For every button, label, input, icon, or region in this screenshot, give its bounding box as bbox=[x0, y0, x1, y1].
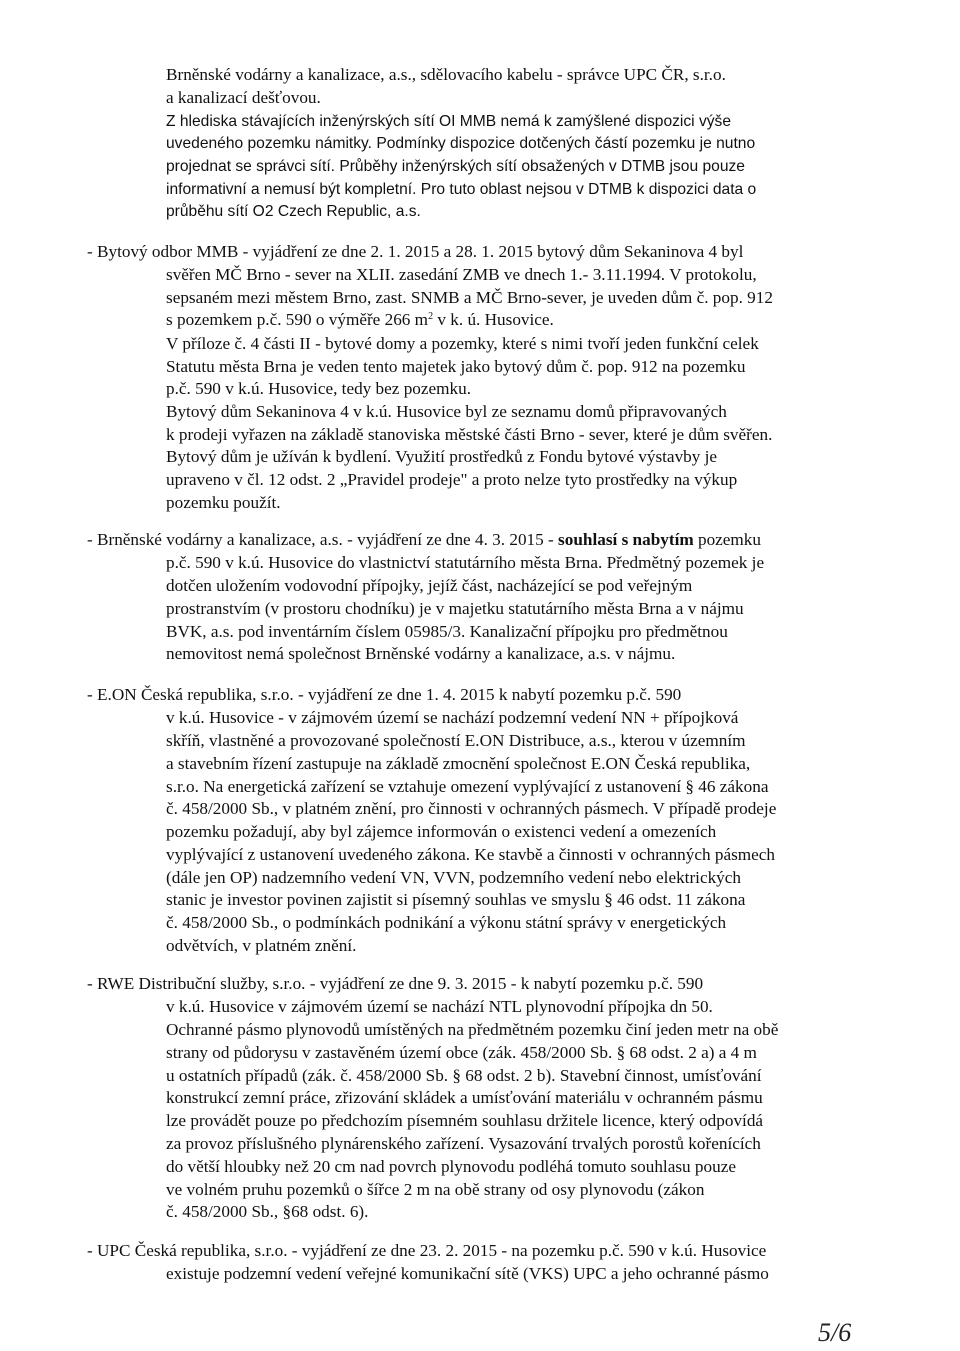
eon-line-3: skříň, vlastněné a provozované společností E.ON Distribuce, a.s., kterou v územním bbox=[166, 731, 746, 750]
intro-line-2: a kanalizací dešťovou. bbox=[166, 88, 321, 107]
bytovy-line-12: pozemku použít. bbox=[166, 493, 281, 512]
bytovy-line-1: - Bytový odbor MMB - vyjádření ze dne 2. 1. 2015 a 28. 1. 2015 bytový dům Sekaninova 4 byl bbox=[87, 242, 744, 261]
bvk-line-3: dotčen uložením vodovodní přípojky, jejíž část, nacházející se pod veřejným bbox=[166, 576, 693, 595]
bytovy-line-9: k prodeji vyřazen na základě stanoviska městské části Brno - sever, které je dům svěřen. bbox=[166, 425, 773, 444]
rwe-line-2: v k.ú. Husovice v zájmovém území se nachází NTL plynovodní přípojka dn 50. bbox=[166, 997, 713, 1016]
bvk-line-2: p.č. 590 v k.ú. Husovice do vlastnictví statutárního města Brna. Předmětný pozemek je bbox=[166, 553, 765, 572]
rwe-line-7: lze provádět pouze po předchozím písemném souhlasu držitele licence, který odpovídá bbox=[166, 1111, 764, 1130]
intro-line-1: Brněnské vodárny a kanalizace, a.s., sdělovacího kabelu - správce UPC ČR, s.r.o. bbox=[166, 65, 726, 84]
bytovy-line-10: Bytový dům je užíván k bydlení. Využití prostředků z Fondu bytové výstavby je bbox=[166, 447, 718, 466]
rwe-line-8: za provoz příslušného plynárenského zařízení. Vysazování trvalých porostů kořenících bbox=[166, 1134, 761, 1153]
intro-line-4: uvedeného pozemku námitky. Podmínky dispozice dotčených částí pozemku je nutno bbox=[166, 135, 756, 152]
intro-line-7: průběhu sítí O2 Czech Republic, a.s. bbox=[166, 203, 421, 220]
bytovy-line-6: Statutu města Brna je veden tento majetek jako bytový dům č. pop. 912 na pozemku bbox=[166, 357, 746, 376]
bvk-line-1a: - Brněnské vodárny a kanalizace, a.s. - vyjádření ze dne 4. 3. 2015 - bbox=[87, 530, 559, 549]
rwe-line-11: č. 458/2000 Sb., §68 odst. 6). bbox=[166, 1202, 369, 1221]
bytovy-line-7: p.č. 590 v k.ú. Husovice, tedy bez pozemku. bbox=[166, 379, 472, 398]
eon-line-7: pozemku požadují, aby byl zájemce informován o existenci vedení a omezeních bbox=[166, 822, 717, 841]
page-number: 5/6 bbox=[818, 1318, 852, 1347]
rwe-line-1: - RWE Distribuční služby, s.r.o. - vyjádření ze dne 9. 3. 2015 - k nabytí pozemku p.č. 590 bbox=[87, 974, 704, 993]
bvk-line-1 bbox=[87, 529, 761, 551]
eon-line-10: stanic je investor povinen zajistit si písemný souhlas ve smyslu § 46 odst. 11 zákona bbox=[166, 890, 746, 909]
bytovy-line-4 bbox=[166, 309, 554, 331]
eon-line-6: č. 458/2000 Sb., v platném znění, pro činnosti v ochranných pásmech. V případě prodeje bbox=[166, 799, 777, 818]
bvk-consent: souhlasí s nabytím bbox=[558, 530, 694, 549]
eon-line-5: s.r.o. Na energetická zařízení se vztahuje omezení vyplývající z ustanovení § 46 zákona bbox=[166, 777, 769, 796]
eon-line-12: odvětvích, v platném znění. bbox=[166, 936, 357, 955]
eon-line-9: (dále jen OP) nadzemního vedení VN, VVN, podzemního vedení nebo elektrických bbox=[166, 868, 741, 887]
superscript-2: 2 bbox=[428, 311, 434, 322]
bytovy-line-4a: s pozemkem p.č. 590 o výměře 266 m bbox=[166, 310, 429, 329]
bvk-line-4: prostranstvím (v prostoru chodníku) je v majetku statutárního města Brna a v nájmu bbox=[166, 599, 744, 618]
rwe-line-4: strany od půdorysu v zastavěném území obce (zák. 458/2000 Sb. § 68 odst. 2 a) a 4 m bbox=[166, 1043, 757, 1062]
eon-line-11: č. 458/2000 Sb., o podmínkách podnikání a výkonu státní správy v energetických bbox=[166, 913, 727, 932]
rwe-line-5: u ostatních případů (zák. č. 458/2000 Sb. § 68 odst. 2 b). Stavební činnost, umísťování bbox=[166, 1066, 762, 1085]
bytovy-line-2: svěřen MČ Brno - sever na XLII. zasedání ZMB ve dnech 1.- 3.11.1994. V protokolu, bbox=[166, 265, 757, 284]
bytovy-line-8: Bytový dům Sekaninova 4 v k.ú. Husovice byl ze seznamu domů připravovaných bbox=[166, 402, 727, 421]
upc-line-1: - UPC Česká republika, s.r.o. - vyjádření ze dne 23. 2. 2015 - na pozemku p.č. 590 v k.ú. Husovice bbox=[87, 1241, 767, 1260]
bvk-line-1c: pozemku bbox=[693, 530, 761, 549]
rwe-line-6: konstrukcí zemní práce, zřizování skládek a umísťování materiálu v ochranném pásmu bbox=[166, 1088, 763, 1107]
rwe-line-3: Ochranné pásmo plynovodů umístěných na předmětném pozemku činí jeden metr na obě bbox=[166, 1020, 779, 1039]
bytovy-line-11: upraveno v čl. 12 odst. 2 „Pravidel prodeje" a proto nelze tyto prostředky na výkup bbox=[166, 470, 738, 489]
intro-line-5: projednat se správci sítí. Průběhy inženýrských sítí obsažených v DTMB jsou pouze bbox=[166, 158, 745, 175]
bvk-line-5: BVK, a.s. pod inventárním číslem 05985/3. Kanalizační přípojku pro předmětnou bbox=[166, 622, 728, 641]
rwe-line-10: ve volném pruhu pozemků o šířce 2 m na obě strany od osy plynovodu (zákon bbox=[166, 1180, 705, 1199]
eon-line-2: v k.ú. Husovice - v zájmovém území se nachází podzemní vedení NN + přípojková bbox=[166, 708, 739, 727]
intro-line-3: Z hlediska stávajících inženýrských sítí OI MMB nemá k zamýšlené dispozici výše bbox=[166, 113, 732, 130]
bytovy-line-3: sepsaném mezi městem Brno, zast. SNMB a MČ Brno-sever, je uveden dům č. pop. 912 bbox=[166, 288, 773, 307]
eon-line-1: - E.ON Česká republika, s.r.o. - vyjádření ze dne 1. 4. 2015 k nabytí pozemku p.č. 590 bbox=[87, 685, 682, 704]
bytovy-line-5: V příloze č. 4 části II - bytové domy a pozemky, které s nimi tvoří jeden funkční celek bbox=[166, 334, 759, 353]
upc-line-2: existuje podzemní vedení veřejné komunikační sítě (VKS) UPC a jeho ochranné pásmo bbox=[166, 1264, 769, 1283]
intro-line-6: informativní a nemusí být kompletní. Pro tuto oblast nejsou v DTMB k dispozici data o bbox=[166, 181, 757, 198]
bytovy-line-4b: v k. ú. Husovice. bbox=[433, 310, 554, 329]
rwe-line-9: do větší hloubky než 20 cm nad povrch plynovodu podléhá tomuto souhlasu pouze bbox=[166, 1157, 736, 1176]
eon-line-8: vyplývající z ustanovení uvedeného zákona. Ke stavbě a činnosti v ochranných pásmech bbox=[166, 845, 775, 864]
eon-line-4: a stavebním řízení zastupuje na základě zmocnění společnost E.ON Česká republika, bbox=[166, 754, 751, 773]
bvk-line-6: nemovitost nemá společnost Brněnské vodárny a kanalizace, a.s. v nájmu. bbox=[166, 644, 676, 663]
